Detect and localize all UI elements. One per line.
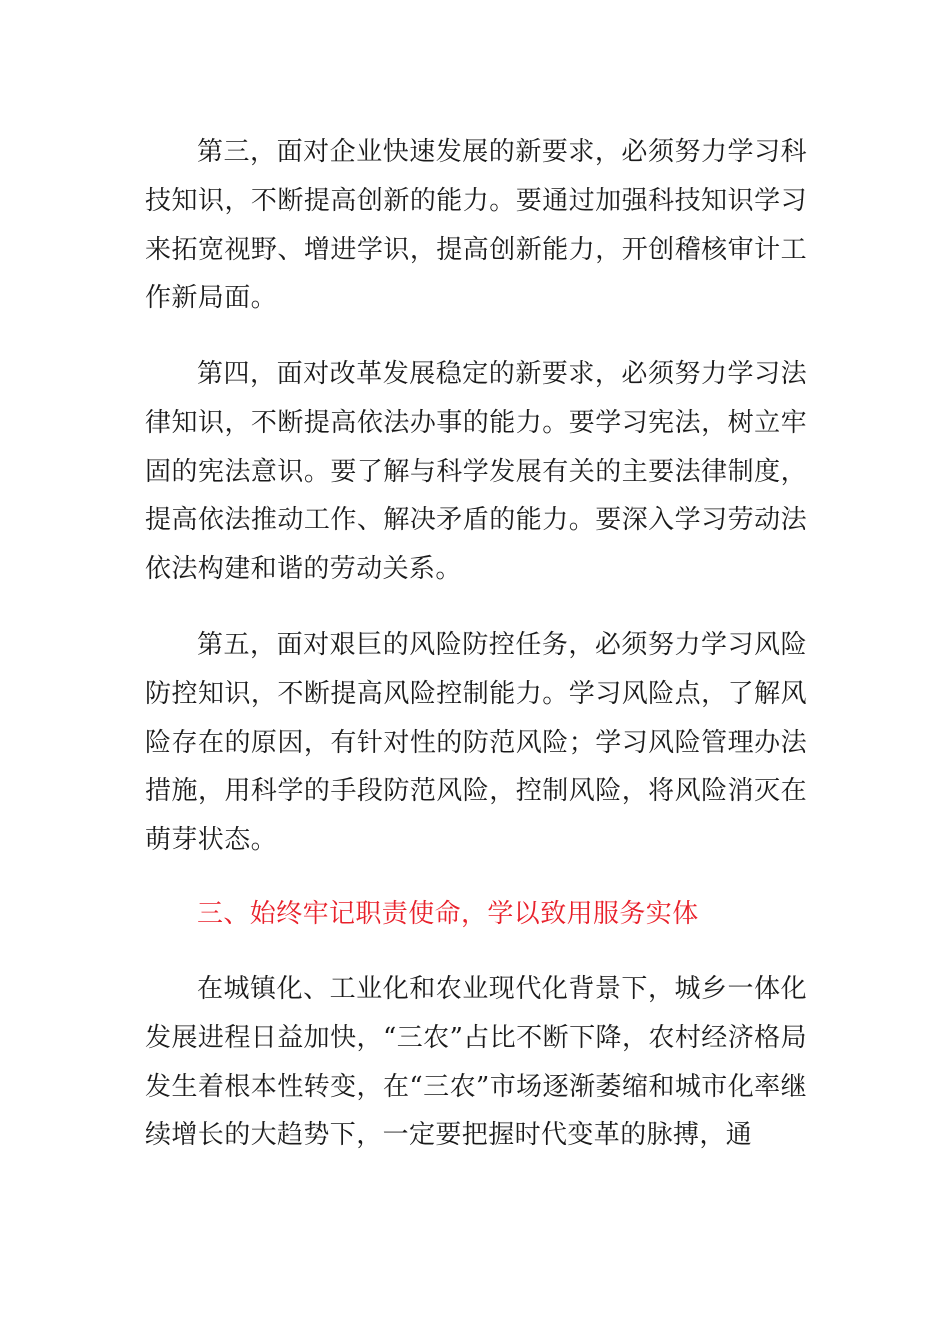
paragraph-third-point: 第三，面对企业快速发展的新要求，必须努力学习科技知识，不断提高创新的能力。要通过加强科技知识学习来拓宽视野、增进学识，提高创新能力，开创稽核审计工作新局面。: [145, 137, 807, 314]
paragraph-fifth-point: 第五，面对艰巨的风险防控任务，必须努力学习风险防控知识，不断提高风险控制能力。学习风险点，了解风险存在的原因，有针对性的防范风险；学习风险管理办法措施，用科学的手段防范风险，控制风险，将风险消灭在萌芽状态。: [145, 630, 807, 856]
paragraph-section-three-body: 在城镇化、工业化和农业现代化背景下，城乡一体化发展进程日益加快，“三农”占比不断下降，农村经济格局发生着根本性转变，在“三农”市场逐渐萎缩和城市化率继续增长的大趋势下，一定要把握时代变革的脉搏，通: [145, 974, 807, 1151]
section-heading-three: 三、始终牢记职责使命，学以致用服务实体: [197, 899, 699, 929]
paragraph-fourth-point: 第四，面对改革发展稳定的新要求，必须努力学习法律知识，不断提高依法办事的能力。要学习宪法，树立牢固的宪法意识。要了解与科学发展有关的主要法律制度，提高依法推动工作、解决矛盾的能力。要深入学习劳动法依法构建和谐的劳动关系。: [145, 359, 807, 585]
